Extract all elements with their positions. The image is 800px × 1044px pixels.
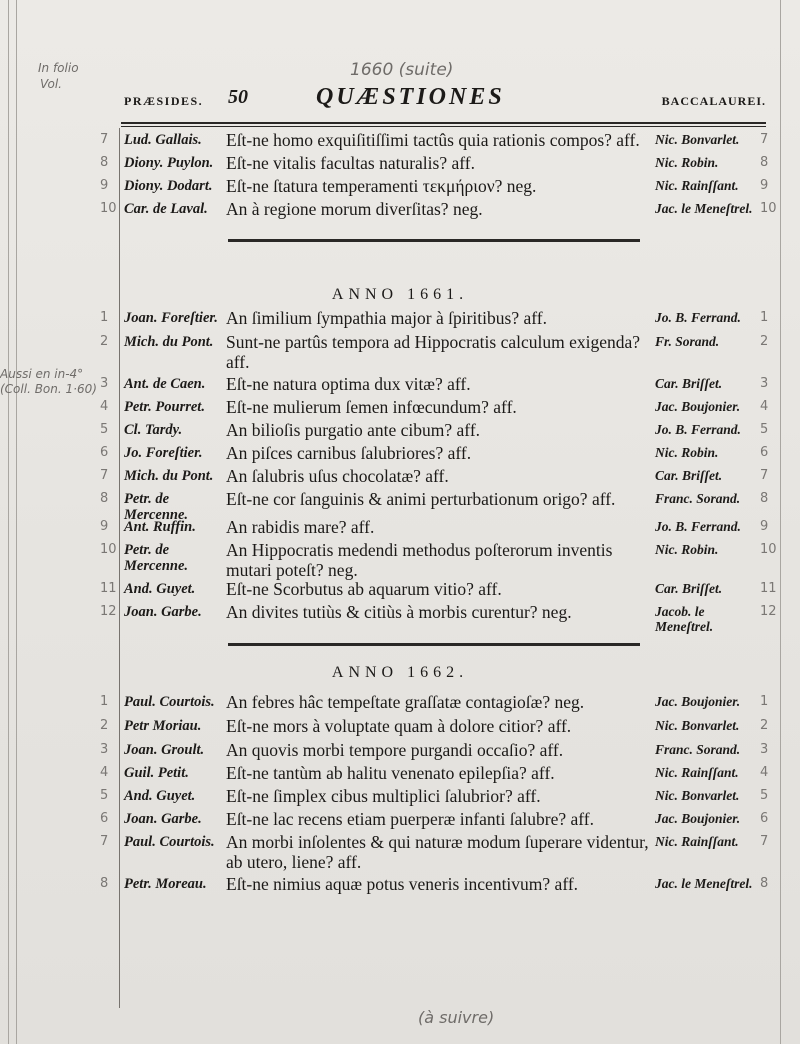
baccalaureus-name: Jac. Boujonier.: [655, 399, 741, 414]
baccalaureus-name: Car. Briſſet.: [655, 468, 723, 483]
question-text: An piſces carnibus ſalubriores? aff.: [226, 443, 472, 463]
question-text: An ſimilium ſympathia major à ſpiritibus? aff.: [226, 308, 547, 328]
question-text: An febres hâc tempeſtate graſſatæ contagioſæ? neg.: [226, 692, 585, 712]
row-number: 8: [100, 876, 109, 891]
praeses-name: Petr. Moreau.: [124, 876, 207, 892]
handwritten-annotation-bottom: (à suivre): [418, 1008, 495, 1027]
baccalaureus-name: Fr. Sorand.: [655, 334, 720, 349]
row-number-right: 10: [760, 201, 777, 216]
question-text: Eſt-ne mulierum ſemen infœcundum? aff.: [226, 397, 517, 417]
row-number-right: 1: [760, 310, 769, 325]
row-number: 10: [100, 201, 117, 216]
row-number: 2: [100, 718, 109, 733]
row-number-right: 10: [760, 542, 777, 557]
year-heading: ANNO 1662.: [331, 664, 469, 681]
baccalaureus-name: Nic. Robin.: [655, 155, 719, 170]
column-divider: [119, 128, 120, 1008]
row-number: 4: [100, 765, 109, 780]
baccalaureus-name: Jo. B. Ferrand.: [655, 310, 741, 325]
header-rule-thin: [121, 126, 766, 127]
baccalaureus-name: Jo. B. Ferrand.: [655, 422, 741, 437]
row-number: 8: [100, 155, 109, 170]
margin-note-side-2: (Coll. Bon. 1·60): [0, 382, 97, 396]
row-number-right: 2: [760, 334, 769, 349]
row-number-right: 12: [760, 604, 777, 619]
question-text: An ſalubris uſus chocolatæ? aff.: [226, 466, 449, 486]
page-edge-left-2: [16, 0, 17, 1044]
baccalaureus-name: Car. Briſſet.: [655, 376, 723, 391]
praeses-name: Paul. Courtois.: [124, 694, 215, 710]
row-number-right: 3: [760, 742, 769, 757]
row-number-right: 6: [760, 811, 769, 826]
row-number: 1: [100, 310, 109, 325]
praeses-name: Mich. du Pont.: [124, 334, 214, 350]
question-text: Eſt-ne mors à voluptate quam à dolore citior? aff.: [226, 716, 572, 736]
row-number: 2: [100, 334, 109, 349]
question-text: Eſt-ne homo exquiſitiſſimi tactûs quia rationis compos? aff.: [226, 130, 640, 150]
praeses-name: Paul. Courtois.: [124, 834, 215, 850]
praeses-name: And. Guyet.: [124, 788, 196, 804]
praeses-name: Jo. Foreſtier.: [124, 445, 203, 461]
question-text: Eſt-ne cor ſanguinis & animi perturbationum origo? aff.: [226, 489, 616, 509]
row-number: 6: [100, 445, 109, 460]
row-number: 7: [100, 468, 109, 483]
header-rule: [121, 122, 766, 124]
praeses-name: Mich. du Pont.: [124, 468, 214, 484]
baccalaureus-name: Nic. Rainſſant.: [655, 765, 739, 780]
praeses-name: Joan. Garbe.: [124, 811, 202, 827]
baccalaurei-heading: BACCALAUREI.: [661, 94, 766, 108]
baccalaureus-name: Nic. Robin.: [655, 445, 719, 460]
year-heading: ANNO 1661.: [331, 286, 469, 303]
margin-note-folio: In folio: [38, 61, 79, 75]
row-number: 1: [100, 694, 109, 709]
baccalaureus-name: Jac. le Meneſtrel.: [655, 201, 753, 216]
row-number: 3: [100, 742, 109, 757]
baccalaureus-name: Nic. Rainſſant.: [655, 178, 739, 193]
row-number-right: 9: [760, 178, 769, 193]
row-number-right: 7: [760, 468, 769, 483]
row-number-right: 3: [760, 376, 769, 391]
question-text: An quovis morbi tempore purgandi occaſio? aff.: [226, 740, 564, 760]
handwritten-annotation-top: 1660 (suite): [350, 60, 454, 80]
row-number: 9: [100, 519, 109, 534]
row-number-right: 6: [760, 445, 769, 460]
baccalaureus-name: Jac. le Meneſtrel.: [655, 876, 753, 891]
question-text: An bilioſis purgatio ante cibum? aff.: [226, 420, 481, 440]
praeses-name: Lud. Gallais.: [124, 132, 202, 148]
row-number: 5: [100, 422, 109, 437]
row-number-right: 7: [760, 132, 769, 147]
row-number-right: 7: [760, 834, 769, 849]
question-text: An divites tutiùs & citiùs à morbis curentur? neg.: [226, 602, 572, 622]
row-number-right: 8: [760, 876, 769, 891]
row-number-right: 8: [760, 491, 769, 506]
row-number: 4: [100, 399, 109, 414]
row-number-right: 11: [760, 581, 777, 596]
baccalaureus-name: Nic. Robin.: [655, 542, 719, 557]
page-header: [116, 82, 766, 122]
row-number-right: 2: [760, 718, 769, 733]
row-number: 9: [100, 178, 109, 193]
baccalaureus-name: Nic. Bonvarlet.: [655, 132, 740, 147]
baccalaureus-name: Jac. Boujonier.: [655, 811, 741, 826]
section-rule: [228, 643, 640, 646]
question-text: An morbi inſolentes & qui naturæ modum ſuperare videntur, ab utero, liene? aff.: [226, 832, 649, 872]
baccalaureus-name: Jacob. le Meneſtrel.: [655, 604, 714, 634]
praeses-name: And. Guyet.: [124, 581, 196, 597]
question-text: Sunt-ne partûs tempora ad Hippocratis calculum exigenda? aff.: [226, 332, 641, 372]
row-number: 3: [100, 376, 109, 391]
question-text: Eſt-ne natura optima dux vitæ? aff.: [226, 374, 471, 394]
row-number-right: 9: [760, 519, 769, 534]
margin-note-vol: Vol.: [40, 77, 62, 91]
praeses-name: Petr. de Mercenne.: [124, 542, 189, 574]
row-number: 7: [100, 834, 109, 849]
question-text: Eſt-ne vitalis facultas naturalis? aff.: [226, 153, 475, 173]
row-number-right: 5: [760, 422, 769, 437]
row-number: 6: [100, 811, 109, 826]
baccalaureus-name: Franc. Sorand.: [655, 491, 741, 506]
praeses-name: Petr Moriau.: [124, 718, 202, 734]
margin-note-side: Aussi en in-4°: [0, 367, 84, 381]
question-text: An Hippocratis medendi methodus poſterorum inventis mutari poteſt? neg.: [226, 540, 613, 580]
praesides-heading: PRÆSIDES.: [124, 94, 204, 108]
baccalaureus-name: Nic. Bonvarlet.: [655, 788, 740, 803]
row-number: 7: [100, 132, 109, 147]
row-number: 5: [100, 788, 109, 803]
praeses-name: Joan. Groult.: [124, 742, 205, 758]
praeses-name: Joan. Foreſtier.: [124, 310, 218, 326]
row-number: 11: [100, 581, 117, 596]
page-edge-left: [8, 0, 9, 1044]
question-text: Eſt-ne Scorbutus ab aquarum vitio? aff.: [226, 579, 502, 599]
row-number-right: 4: [760, 399, 769, 414]
page-edge-right: [780, 0, 781, 1044]
row-number-right: 1: [760, 694, 769, 709]
baccalaureus-name: Car. Briſſet.: [655, 581, 723, 596]
baccalaureus-name: Jo. B. Ferrand.: [655, 519, 741, 534]
question-text: Eſt-ne ſtatura temperamenti τεκμήριον? neg.: [226, 176, 537, 196]
section-rule: [228, 239, 640, 242]
question-text: Eſt-ne nimius aquæ potus veneris incentivum? aff.: [226, 874, 579, 894]
question-text: Eſt-ne lac recens etiam puerperæ infanti ſalubre? aff.: [226, 809, 594, 829]
question-text: An rabidis mare? aff.: [226, 517, 375, 537]
praeses-name: Ant. Ruffin.: [124, 519, 196, 535]
praeses-name: Ant. de Caen.: [124, 376, 206, 392]
baccalaureus-name: Franc. Sorand.: [655, 742, 741, 757]
praeses-name: Petr. Pourret.: [124, 399, 205, 415]
question-text: Eſt-ne tantùm ab halitu venenato epilepſia? aff.: [226, 763, 555, 783]
row-number-right: 4: [760, 765, 769, 780]
question-text: An à regione morum diverſitas? neg.: [226, 199, 483, 219]
baccalaureus-name: Nic. Bonvarlet.: [655, 718, 740, 733]
praeses-name: Joan. Garbe.: [124, 604, 202, 620]
praeses-name: Diony. Dodart.: [124, 178, 213, 194]
page-number: 50: [228, 86, 248, 108]
praeses-name: Petr. de Mercenne.: [124, 491, 189, 523]
praeses-name: Guil. Petit.: [124, 765, 189, 781]
baccalaureus-name: Jac. Boujonier.: [655, 694, 741, 709]
page-title: QUÆSTIONES: [316, 84, 505, 110]
row-number-right: 8: [760, 155, 769, 170]
praeses-name: Diony. Puylon.: [124, 155, 214, 171]
praeses-name: Car. de Laval.: [124, 201, 208, 217]
row-number: 8: [100, 491, 109, 506]
question-text: Eſt-ne ſimplex cibus multiplici ſalubrior? aff.: [226, 786, 541, 806]
baccalaureus-name: Nic. Rainſſant.: [655, 834, 739, 849]
row-number: 10: [100, 542, 117, 557]
row-number: 12: [100, 604, 117, 619]
praeses-name: Cl. Tardy.: [124, 422, 183, 438]
row-number-right: 5: [760, 788, 769, 803]
